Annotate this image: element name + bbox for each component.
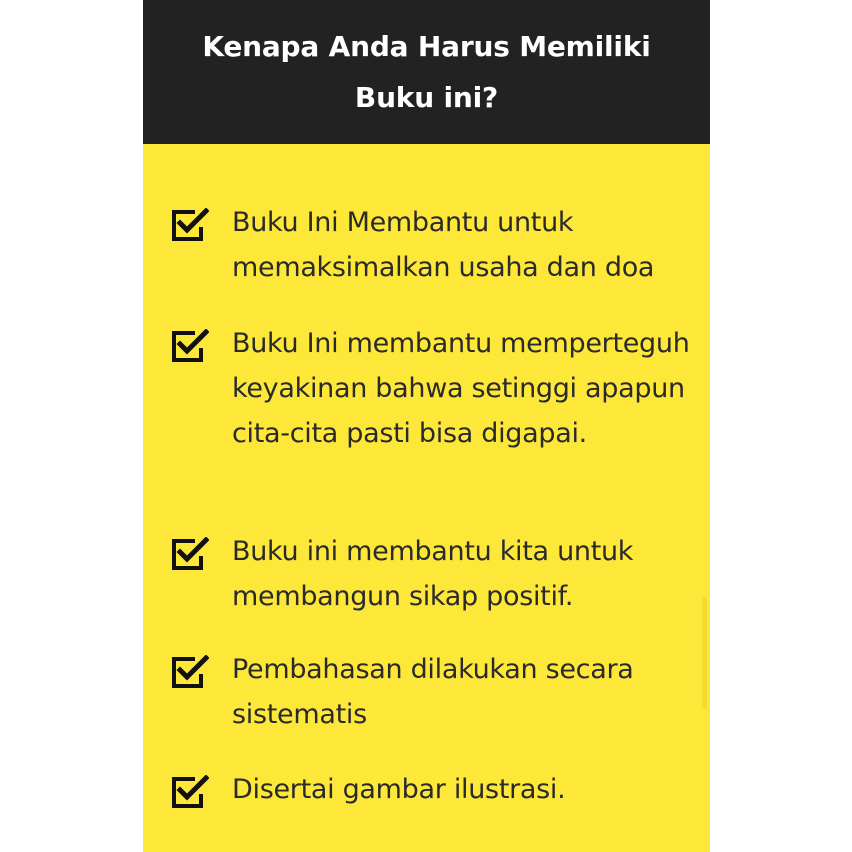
benefit-text: Buku Ini membantu memperteguh keyakinan bahwa setinggi apapun cita-cita pasti bisa digapai.	[232, 328, 690, 449]
benefit-text: Buku Ini Membantu untuk memaksimalkan usaha dan doa	[232, 207, 655, 283]
checkbox-checked-icon	[171, 537, 209, 571]
checkbox-checked-icon	[171, 329, 209, 363]
checkbox-checked-icon	[171, 208, 209, 242]
promo-panel	[143, 0, 710, 852]
page-title: Kenapa Anda Harus Memiliki Buku ini?	[202, 30, 651, 114]
checkbox-checked-icon	[171, 775, 209, 809]
checkbox-checked-icon	[171, 655, 209, 689]
header-bar	[143, 0, 710, 144]
benefit-text: Pembahasan dilakukan secara sistematis	[232, 654, 634, 730]
scrollbar-thumb[interactable]	[702, 597, 707, 709]
benefit-text: Disertai gambar ilustrasi.	[232, 774, 566, 805]
benefit-text: Buku ini membantu kita untuk membangun sikap positif.	[232, 536, 634, 612]
